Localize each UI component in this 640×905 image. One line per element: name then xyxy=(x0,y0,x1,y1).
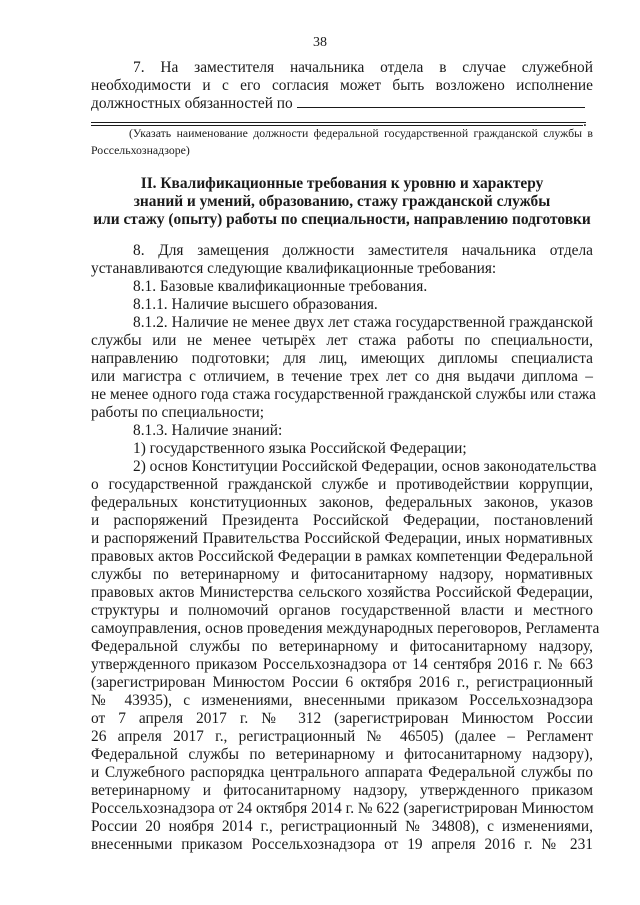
text-line: от 7 апреля 2017 г. № 312 (зарегистрирован Минюстом России xyxy=(91,710,593,727)
text-line: утвержденного приказом Россельхознадзора от 14 сентября 2016 г. № 663 xyxy=(91,656,593,673)
text-line: устанавливаются следующие квалификационные требования: xyxy=(91,260,497,277)
text-line: 1) государственного языка Российской Федерации; xyxy=(133,440,467,457)
text-line: и Служебного распорядка центрального аппарата Федеральной службы по xyxy=(91,764,593,781)
text-fragment: должностных обязанностей по xyxy=(91,95,293,112)
heading-line: или стажу (опыту) работы по специальности, направлению подготовки xyxy=(93,211,591,228)
requirements-body xyxy=(91,242,600,854)
text-line: 8. Для замещения должности заместителя начальника отдела xyxy=(133,242,593,259)
caption-line-2: Россельхознадзоре) xyxy=(91,143,190,157)
text-line xyxy=(91,95,593,113)
text-line: России 20 ноября 2014 г., регистрационный № 34808), с изменениями, xyxy=(91,818,593,835)
text-line: 8.1. Базовые квалификационные требования. xyxy=(133,278,428,295)
heading-line: II. Квалификационные требования к уровню и характеру xyxy=(140,175,544,192)
text-line: структуры и полномочий органов государственной власти и местного xyxy=(91,602,593,619)
text-line: или магистра с отличием, в течение трех лет со дня выдачи диплома – xyxy=(91,368,593,385)
text-line: 8.1.1. Наличие высшего образования. xyxy=(133,296,378,313)
text-line: самоуправления, основ проведения международных переговоров, Регламента xyxy=(91,620,600,637)
text-line: и распоряжений Президента Российской Федерации, постановлений xyxy=(91,512,593,529)
text-line: Россельхознадзора от 24 октября 2014 г. № 622 (зарегистрирован Минюстом xyxy=(91,800,594,817)
text-line: службы по ветеринарному и фитосанитарному надзору, нормативных xyxy=(91,566,593,583)
text-line: 8.1.3. Наличие знаний: xyxy=(133,422,283,439)
text-line: работы по специальности; xyxy=(91,404,264,421)
text-line: 7. На заместителя начальника отдела в случае служебной xyxy=(133,59,593,76)
text-line: Федеральной службы по ветеринарному и фитосанитарному надзору), xyxy=(91,746,593,763)
section-heading xyxy=(91,175,593,229)
text-line: ветеринарному и фитосанитарному надзору, утвержденного приказом xyxy=(91,782,593,799)
text-line: необходимости и с его согласия может быть возложено исполнение xyxy=(91,77,593,94)
heading-line: знаний и умений, образованию, стажу гражданской службы xyxy=(133,193,551,210)
text-line: 8.1.2. Наличие не менее двух лет стажа государственной гражданской xyxy=(133,314,593,331)
text-line: не менее одного года стажа государственной гражданской службы или стажа xyxy=(91,386,597,403)
text-line: (зарегистрирован Минюстом России 6 октября 2016 г., регистрационный xyxy=(91,674,593,691)
text-line: 2) основ Конституции Российской Федерации, основ законодательства xyxy=(133,458,597,475)
text-line: о государственной гражданской службе и противодействии коррупции, xyxy=(91,476,593,493)
page-number: 38 xyxy=(313,35,327,50)
end-mark: . xyxy=(583,113,587,130)
item-7-paragraph xyxy=(91,59,593,131)
fill-in-blank xyxy=(297,95,585,108)
text-line: Федеральной службы по ветеринарному и фитосанитарному надзору, xyxy=(91,638,593,655)
text-line: федеральных конституционных законов, федеральных законов, указов xyxy=(91,494,593,511)
text-line: № 43935), с изменениями, внесенными приказом Россельхознадзора xyxy=(91,692,593,709)
text-line: и распоряжений Правительства Российской Федерации, иных нормативных xyxy=(91,530,593,547)
text-line: службы или не менее четырёх лет стажа работы по специальности, xyxy=(91,332,593,349)
text-line: направлению подготовки; для лиц, имеющих дипломы специалиста xyxy=(91,350,593,367)
caption-line-1: (Указать наименование должности федеральной государственной гражданской службы в xyxy=(129,126,593,140)
caption-rule xyxy=(91,122,586,123)
text-line: правовых актов Российской Федерации в рамках компетенции Федеральной xyxy=(91,548,593,565)
text-line: правовых актов Министерства сельского хозяйства Российской Федерации, xyxy=(91,584,593,601)
fill-in-blank xyxy=(91,113,583,126)
text-line: внесенными приказом Россельхознадзора от 19 апреля 2016 г. № 231 xyxy=(91,836,593,853)
text-line: 26 апреля 2017 г., регистрационный № 46505) (далее – Регламент xyxy=(91,728,593,745)
